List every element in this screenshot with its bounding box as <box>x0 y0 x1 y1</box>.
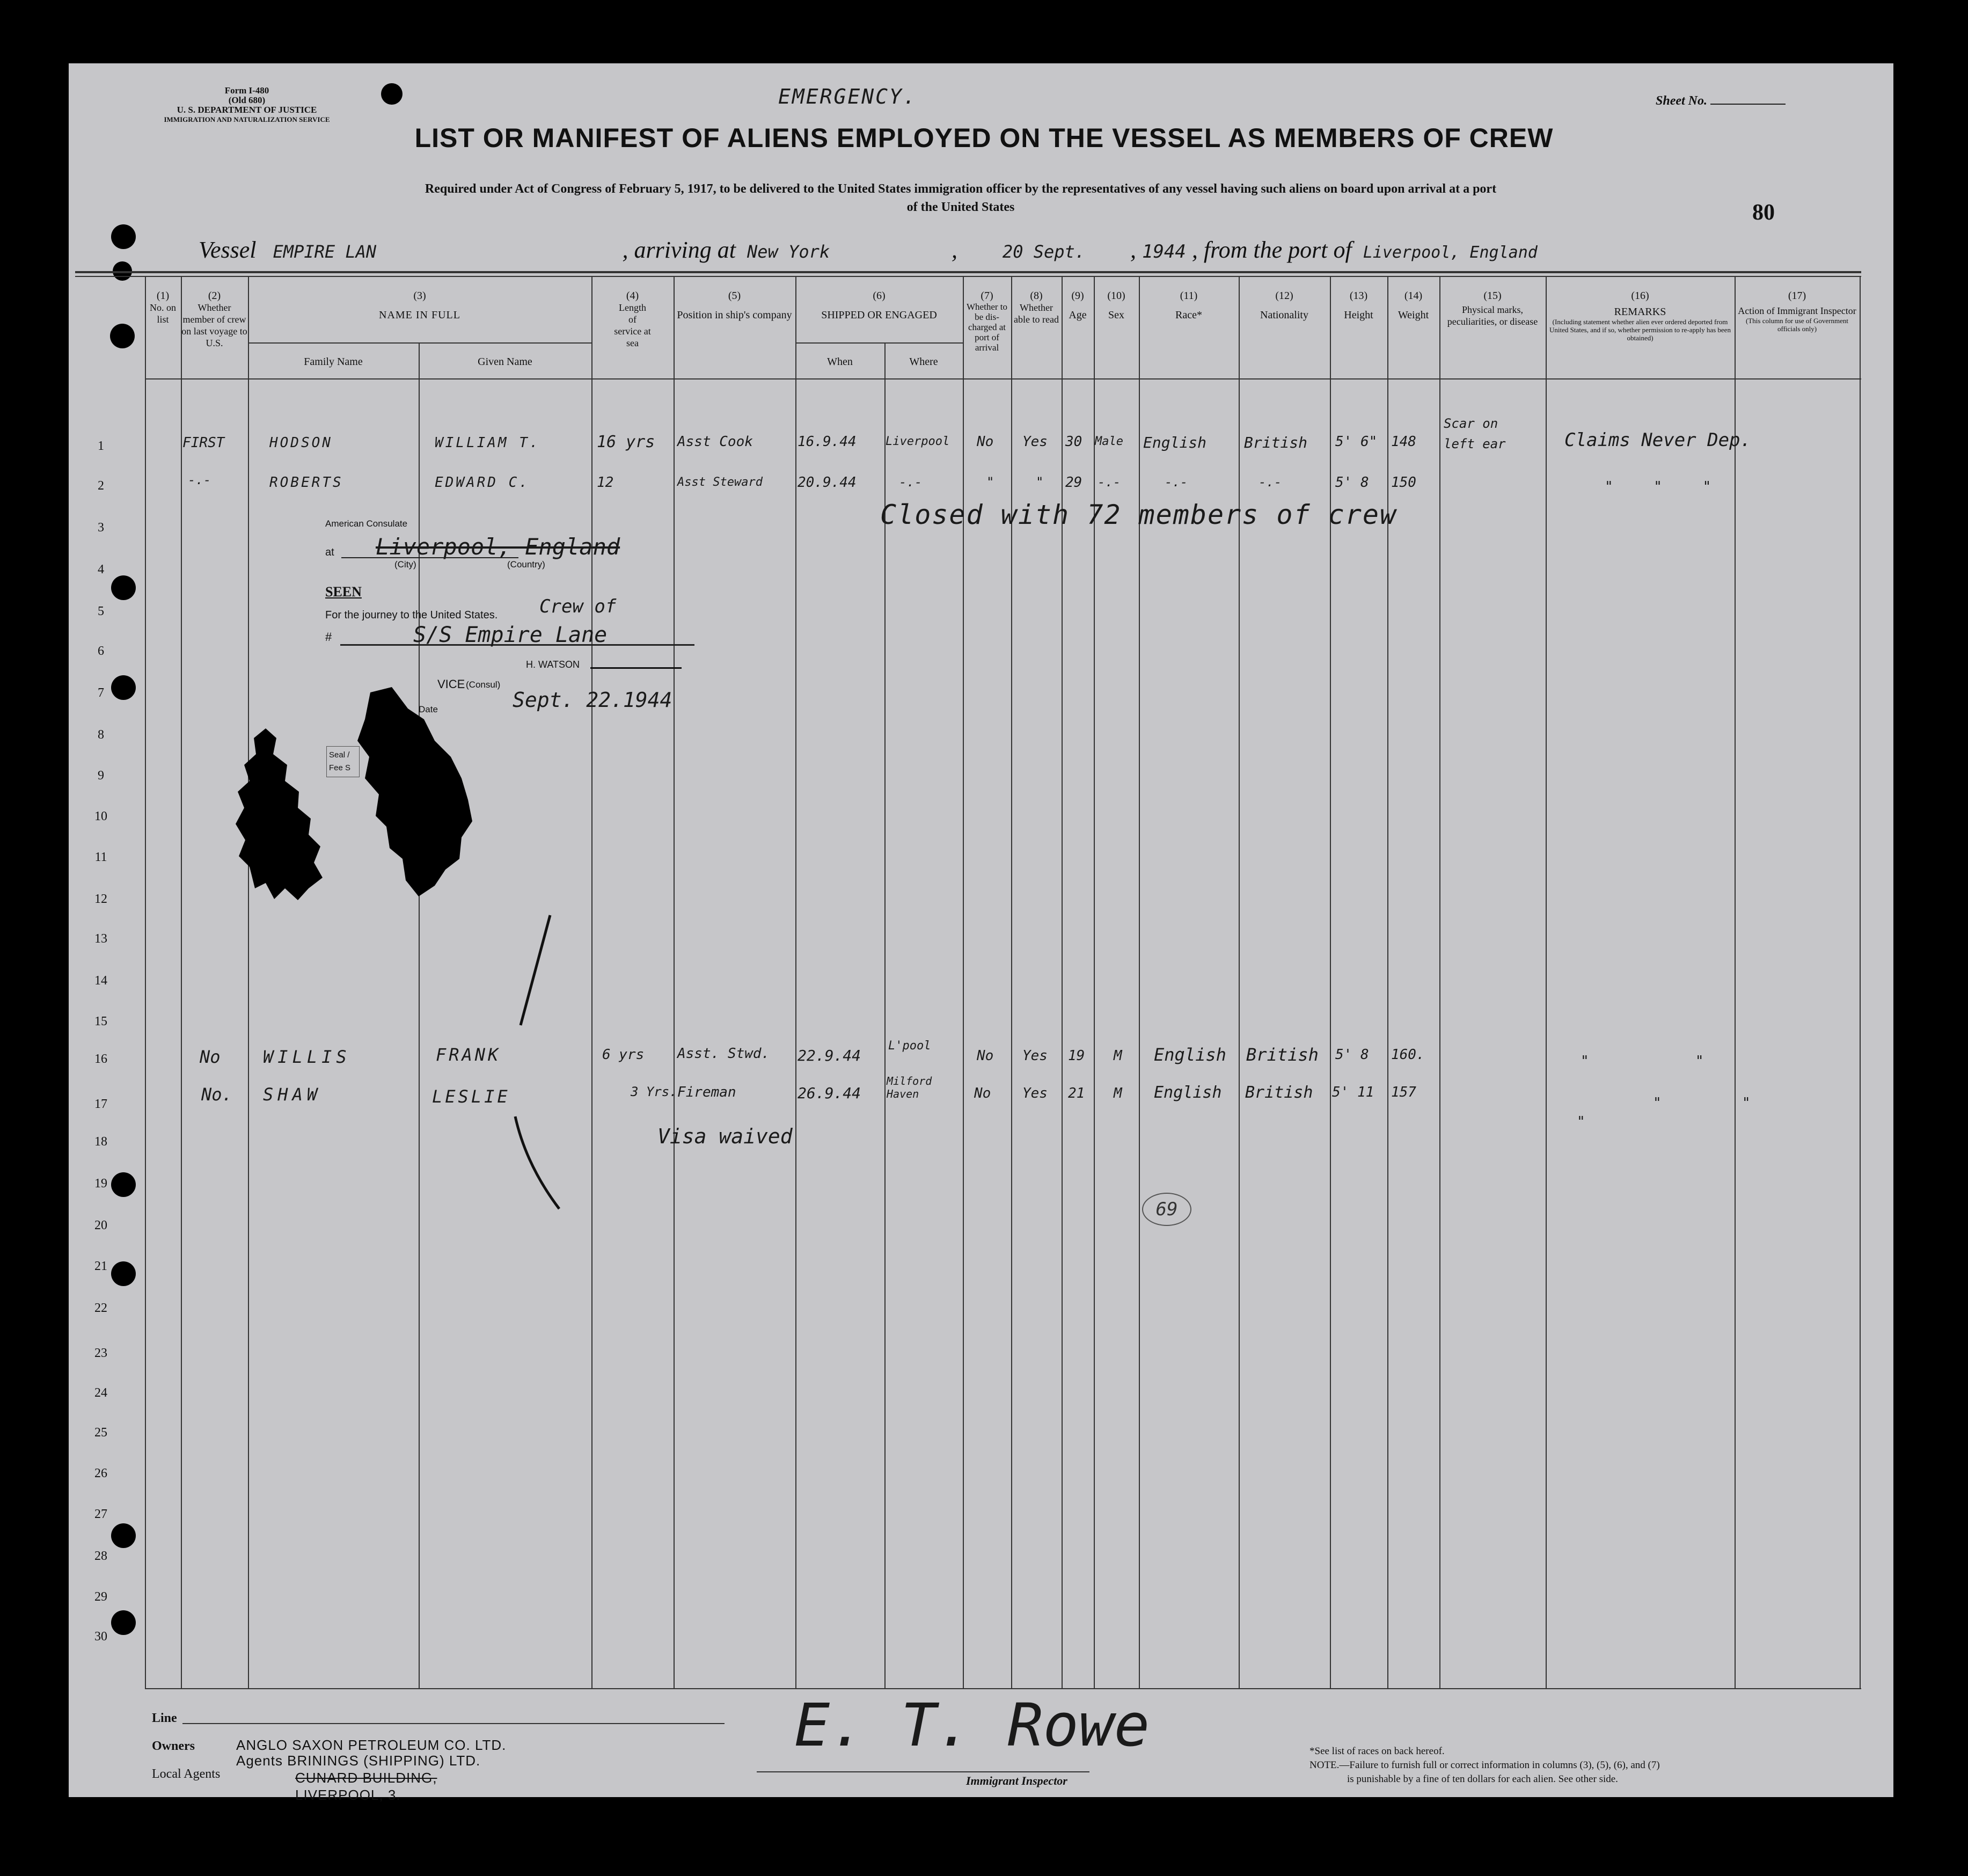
stamp-consul-name: H. WATSON <box>526 659 580 670</box>
row-number: 4 <box>98 563 104 576</box>
stamp-country-label: (Country) <box>507 559 545 570</box>
cell-discharged: No <box>977 1048 994 1064</box>
seal-label: Seal / Fee S <box>326 746 360 777</box>
col-header-3: (3) NAME IN FULL <box>379 290 460 321</box>
stamp-crew-of: Crew of <box>539 596 617 617</box>
column-divider <box>1387 276 1388 1688</box>
closed-note: Closed with 72 members of crew <box>880 499 1398 530</box>
cell-sex: Male <box>1095 435 1123 448</box>
footer-agents-block <box>236 1752 480 1804</box>
cell-race: English <box>1154 1083 1222 1102</box>
cell-family-name: HODSON <box>269 435 333 451</box>
cell-where: L'pool <box>888 1039 931 1053</box>
cell-remarks: " " <box>1653 1095 1757 1111</box>
cell-service: 16 yrs <box>597 433 655 451</box>
row-number: 20 <box>94 1218 107 1232</box>
column-divider <box>1546 276 1547 1688</box>
row-number: 10 <box>94 809 107 823</box>
cell-when: 22.9.44 <box>798 1047 861 1064</box>
form-title: LIST OR MANIFEST OF ALIENS EMPLOYED ON THE VESSEL AS MEMBERS OF CREW <box>414 123 1554 153</box>
inspector-signature-rule <box>757 1771 1089 1772</box>
cell-nationality: British <box>1246 1045 1319 1065</box>
sheet-number-label <box>1656 94 1786 108</box>
note-races: *See list of races on back hereof. <box>1309 1746 1445 1757</box>
cell-race: English <box>1143 434 1207 451</box>
column-divider <box>1735 276 1736 1688</box>
header-sub-rule <box>248 342 591 344</box>
stamp-hash: # <box>325 630 332 644</box>
column-divider <box>145 276 146 1688</box>
cell-discharged: No <box>974 1085 991 1101</box>
col-header-14: (14) Weight <box>1398 290 1429 321</box>
col-header-7: (7) Whether to be dis-charged at port of arrival <box>967 290 1007 353</box>
row-number: 8 <box>98 728 104 742</box>
cell-remarks: Claims Never Dep. <box>1564 429 1751 451</box>
column-divider <box>795 276 796 1688</box>
cell-nationality: -.- <box>1259 475 1282 490</box>
sheet-label: Sheet No. <box>1656 94 1707 108</box>
col-header-4: (4) Length of service at sea <box>614 290 651 348</box>
column-divider <box>248 276 249 1688</box>
row-number: 18 <box>94 1135 107 1149</box>
arriving-port: New York <box>747 242 830 262</box>
subtitle-line2: of the United States <box>906 200 1015 214</box>
inspector-label: Immigrant Inspector <box>966 1774 1067 1787</box>
from-port: Liverpool, England <box>1363 243 1538 262</box>
column-divider <box>1062 276 1063 1688</box>
column-divider <box>1011 276 1012 1688</box>
col-header-8: (8) Whether able to read <box>1014 290 1059 325</box>
cell-read: " <box>1036 475 1044 490</box>
stamp-city-label: (City) <box>394 559 416 570</box>
form-subtitle <box>204 180 1717 216</box>
col-header-where: Where <box>909 356 938 368</box>
cell-when: 26.9.44 <box>798 1084 861 1102</box>
stamp-signature <box>590 641 682 676</box>
cell-sex: -.- <box>1098 475 1121 490</box>
col-header-family-name: Family Name <box>304 356 363 368</box>
footer-notes <box>1309 1744 1660 1786</box>
form-old-number: (Old 680) <box>228 95 266 105</box>
punch-hole <box>110 324 135 348</box>
col-header-6: (6) SHIPPED OR ENGAGED <box>821 290 937 321</box>
cell-sex: M <box>1114 1085 1122 1101</box>
agents-line-1: Agents BRININGS (SHIPPING) LTD. <box>236 1753 481 1769</box>
cell-family-name: WILLIS <box>263 1047 351 1067</box>
vessel-name: EMPIRE LAN <box>273 242 377 262</box>
cell-position: Fireman <box>677 1084 736 1100</box>
form-number: Form I-480 <box>224 85 269 96</box>
cell-service: 3 Yrs. <box>631 1084 677 1099</box>
cell-where: Liverpool <box>886 435 950 448</box>
cell-given-name: LESLIE <box>432 1086 510 1107</box>
inspector-signature: E. T. Rowe <box>794 1691 1150 1760</box>
cell-family-name: ROBERTS <box>269 475 343 491</box>
cell-age: 19 <box>1068 1048 1085 1064</box>
row-number: 24 <box>94 1386 107 1400</box>
punch-hole <box>111 1523 136 1548</box>
cell-prev-voyage: FIRST <box>182 435 225 451</box>
cell-height: 5' 8 <box>1335 475 1369 491</box>
punch-hole <box>381 83 403 105</box>
vessel-line: Vessel EMPIRE LAN , arriving at New York , 20 Sept. , 1944 , from the port of Liverpool, England <box>199 237 1538 263</box>
row-number: 25 <box>94 1426 107 1440</box>
row-number: 28 <box>94 1549 107 1563</box>
cell-age: 21 <box>1068 1085 1085 1101</box>
cell-read: Yes <box>1022 1048 1048 1064</box>
note-fine-2: is punishable by a fine of ten dollars for each alien. See other side. <box>1347 1773 1618 1785</box>
stamp-date-label: Date <box>419 704 438 714</box>
cell-sex: M <box>1114 1048 1122 1064</box>
table-top-rule <box>75 271 1861 273</box>
pen-stroke <box>483 913 590 1213</box>
column-divider <box>1330 276 1331 1688</box>
stamp-consulate: American Consulate <box>325 519 408 529</box>
stamp-vice: VICE <box>437 677 465 691</box>
header-sub-rule-2 <box>795 342 963 344</box>
footer-line-label: Line <box>152 1711 177 1725</box>
col-header-11: (11) Race* <box>1175 290 1202 321</box>
row-number: 7 <box>98 686 104 700</box>
row-number: 6 <box>98 644 104 658</box>
column-divider <box>1860 276 1861 1688</box>
cell-remarks: " " " <box>1605 479 1728 495</box>
cell-weight: 157 <box>1391 1084 1416 1100</box>
stamp-city-country: Liverpool, England <box>376 534 620 560</box>
stamp-vessel: S/S Empire Lane <box>413 623 608 647</box>
column-divider <box>1139 276 1140 1688</box>
circled-number: 69 <box>1142 1193 1191 1226</box>
page-number: 80 <box>1752 200 1775 225</box>
cell-remarks: " " <box>1581 1053 1715 1069</box>
note-fine-1: NOTE.—Failure to furnish full or correct information in columns (3), (5), (6), and (7) <box>1309 1760 1660 1771</box>
cell-nationality: British <box>1245 1083 1313 1102</box>
cell-discharged: " <box>986 475 994 490</box>
cell-weight: 150 <box>1391 475 1416 491</box>
cell-height: 5' 8 <box>1335 1047 1369 1063</box>
stamp-date: Sept. 22.1944 <box>513 688 672 712</box>
row-number: 14 <box>94 974 107 988</box>
col-header-16: (16) REMARKS (Including statement whether alien ever ordered deported from United States, and if so, whether permission to re-apply has been obtained) <box>1549 290 1731 342</box>
cell-race: English <box>1154 1045 1226 1065</box>
cell-given-name: EDWARD C. <box>435 475 530 491</box>
department: U. S. DEPARTMENT OF JUSTICE <box>177 105 317 115</box>
cell-height: 5' 6" <box>1335 434 1378 450</box>
column-divider <box>1439 276 1440 1688</box>
col-header-10: (10) Sex <box>1107 290 1125 321</box>
row-number: 9 <box>98 769 104 783</box>
col-header-17: (17) Action of Immigrant Inspector (This column for use of Government officials only) <box>1738 290 1856 333</box>
form-id-block <box>134 86 360 125</box>
footer-line-rule <box>182 1723 725 1724</box>
cell-age: 30 <box>1065 434 1082 450</box>
stamp-at: at <box>325 546 334 558</box>
cell-prev-voyage: No <box>200 1047 221 1067</box>
agents-line-2: CUNARD BUILDING, <box>295 1770 437 1786</box>
cell-service: 6 yrs <box>602 1047 645 1063</box>
row-number: 5 <box>98 604 104 618</box>
cell-age: 29 <box>1065 475 1082 491</box>
row-number: 11 <box>94 850 107 864</box>
stamp-consul-label: (Consul) <box>466 680 501 690</box>
row-number: 12 <box>94 892 107 906</box>
stamp-line <box>341 557 518 558</box>
service: IMMIGRATION AND NATURALIZATION SERVICE <box>164 115 330 123</box>
cell-weight: 160. <box>1391 1047 1425 1063</box>
punch-hole <box>111 575 136 600</box>
col-header-5: (5) Position in ship's company <box>677 290 792 321</box>
agents-line-3: LIVERPOOL, 3. <box>295 1787 401 1803</box>
cell-marks: Scar on left ear <box>1444 416 1506 451</box>
col-header-12: (12) Nationality <box>1260 290 1308 321</box>
column-divider <box>1239 276 1240 1688</box>
column-divider <box>674 276 675 1688</box>
cell-height: 5' 11 <box>1332 1084 1374 1100</box>
column-divider <box>591 276 592 1688</box>
table-bottom-rule <box>145 1688 1861 1689</box>
row-number: 2 <box>98 479 104 493</box>
row18-remark: " <box>1577 1114 1585 1130</box>
cell-given-name: WILLIAM T. <box>435 435 540 451</box>
footer-owners-label: Owners <box>152 1739 195 1753</box>
footer-owners-value: ANGLO SAXON PETROLEUM CO. LTD. <box>236 1737 507 1753</box>
col-header-1: (1) No. on list <box>150 290 176 325</box>
cell-where: Milford Haven <box>887 1075 932 1100</box>
row-number: 19 <box>94 1177 107 1191</box>
arrival-date: 20 Sept. <box>1002 242 1086 262</box>
cell-given-name: FRANK <box>436 1045 501 1065</box>
cell-position: Asst Steward <box>677 476 763 489</box>
row-number: 22 <box>94 1301 107 1315</box>
arrival-year: 1944 <box>1142 241 1186 262</box>
cell-prev-voyage: No. <box>201 1084 232 1105</box>
row-number: 17 <box>94 1097 107 1111</box>
col-header-given-name: Given Name <box>478 356 532 368</box>
row-number: 16 <box>94 1052 107 1066</box>
col-header-15: (15) Physical marks, peculiarities, or disease <box>1447 290 1538 327</box>
cell-where: -.- <box>899 475 923 490</box>
column-divider <box>1094 276 1095 1688</box>
cell-position: Asst Cook <box>677 434 753 450</box>
footer-agents-label: Local Agents <box>152 1767 221 1781</box>
row-number: 13 <box>94 932 107 946</box>
cell-discharged: No <box>977 434 994 450</box>
cell-when: 16.9.44 <box>798 434 857 450</box>
row-number: 21 <box>94 1259 107 1273</box>
cell-when: 20.9.44 <box>798 475 857 491</box>
cell-position: Asst. Stwd. <box>677 1046 770 1062</box>
cell-race: -.- <box>1165 475 1188 490</box>
row-number: 15 <box>94 1014 107 1028</box>
wax-seal-left <box>233 727 335 904</box>
col-header-2: (2) Whether member of crew on last voyage to U.S. <box>181 290 247 348</box>
column-divider <box>181 276 182 1688</box>
cell-family-name: SHAW <box>263 1084 322 1105</box>
col-header-when: When <box>827 356 853 368</box>
row-number: 26 <box>94 1466 107 1480</box>
table-top-rule-2 <box>75 276 1861 277</box>
subtitle-line1: Required under Act of Congress of February 5, 1917, to be delivered to the United States immigration officer by the representatives of any vessel having such aliens on board upon arrival at a port <box>425 182 1497 196</box>
consul-signature <box>590 643 682 669</box>
cell-service: 12 <box>597 475 614 491</box>
cell-weight: 148 <box>1391 434 1416 450</box>
column-divider <box>884 342 886 1688</box>
cell-read: Yes <box>1022 434 1048 450</box>
col-header-9: (9) Age <box>1069 290 1087 321</box>
header-bottom-rule <box>145 378 1861 379</box>
stamp-journey: For the journey to the United States. <box>325 609 498 621</box>
wax-seal-right <box>354 687 483 896</box>
cell-nationality: British <box>1244 434 1308 451</box>
emergency-note: EMERGENCY. <box>778 85 917 108</box>
cell-read: Yes <box>1022 1085 1048 1101</box>
vessel-label: Vessel <box>199 237 257 263</box>
visa-waived-note: Visa waived <box>657 1125 793 1148</box>
arriving-label: , arriving at <box>622 237 736 263</box>
column-divider <box>963 276 964 1688</box>
from-label: , from the port of <box>1191 237 1352 263</box>
row-number: 27 <box>94 1507 107 1521</box>
col-header-13: (13) Height <box>1344 290 1373 321</box>
stamp-seen: SEEN <box>325 584 362 600</box>
row-number: 1 <box>98 439 104 453</box>
row-number: 23 <box>94 1346 107 1360</box>
row-number: 3 <box>98 521 104 535</box>
row-number: 29 <box>94 1590 107 1604</box>
cell-prev-voyage: -.- <box>188 472 211 487</box>
punch-hole <box>111 224 136 249</box>
row-number: 30 <box>94 1630 107 1644</box>
